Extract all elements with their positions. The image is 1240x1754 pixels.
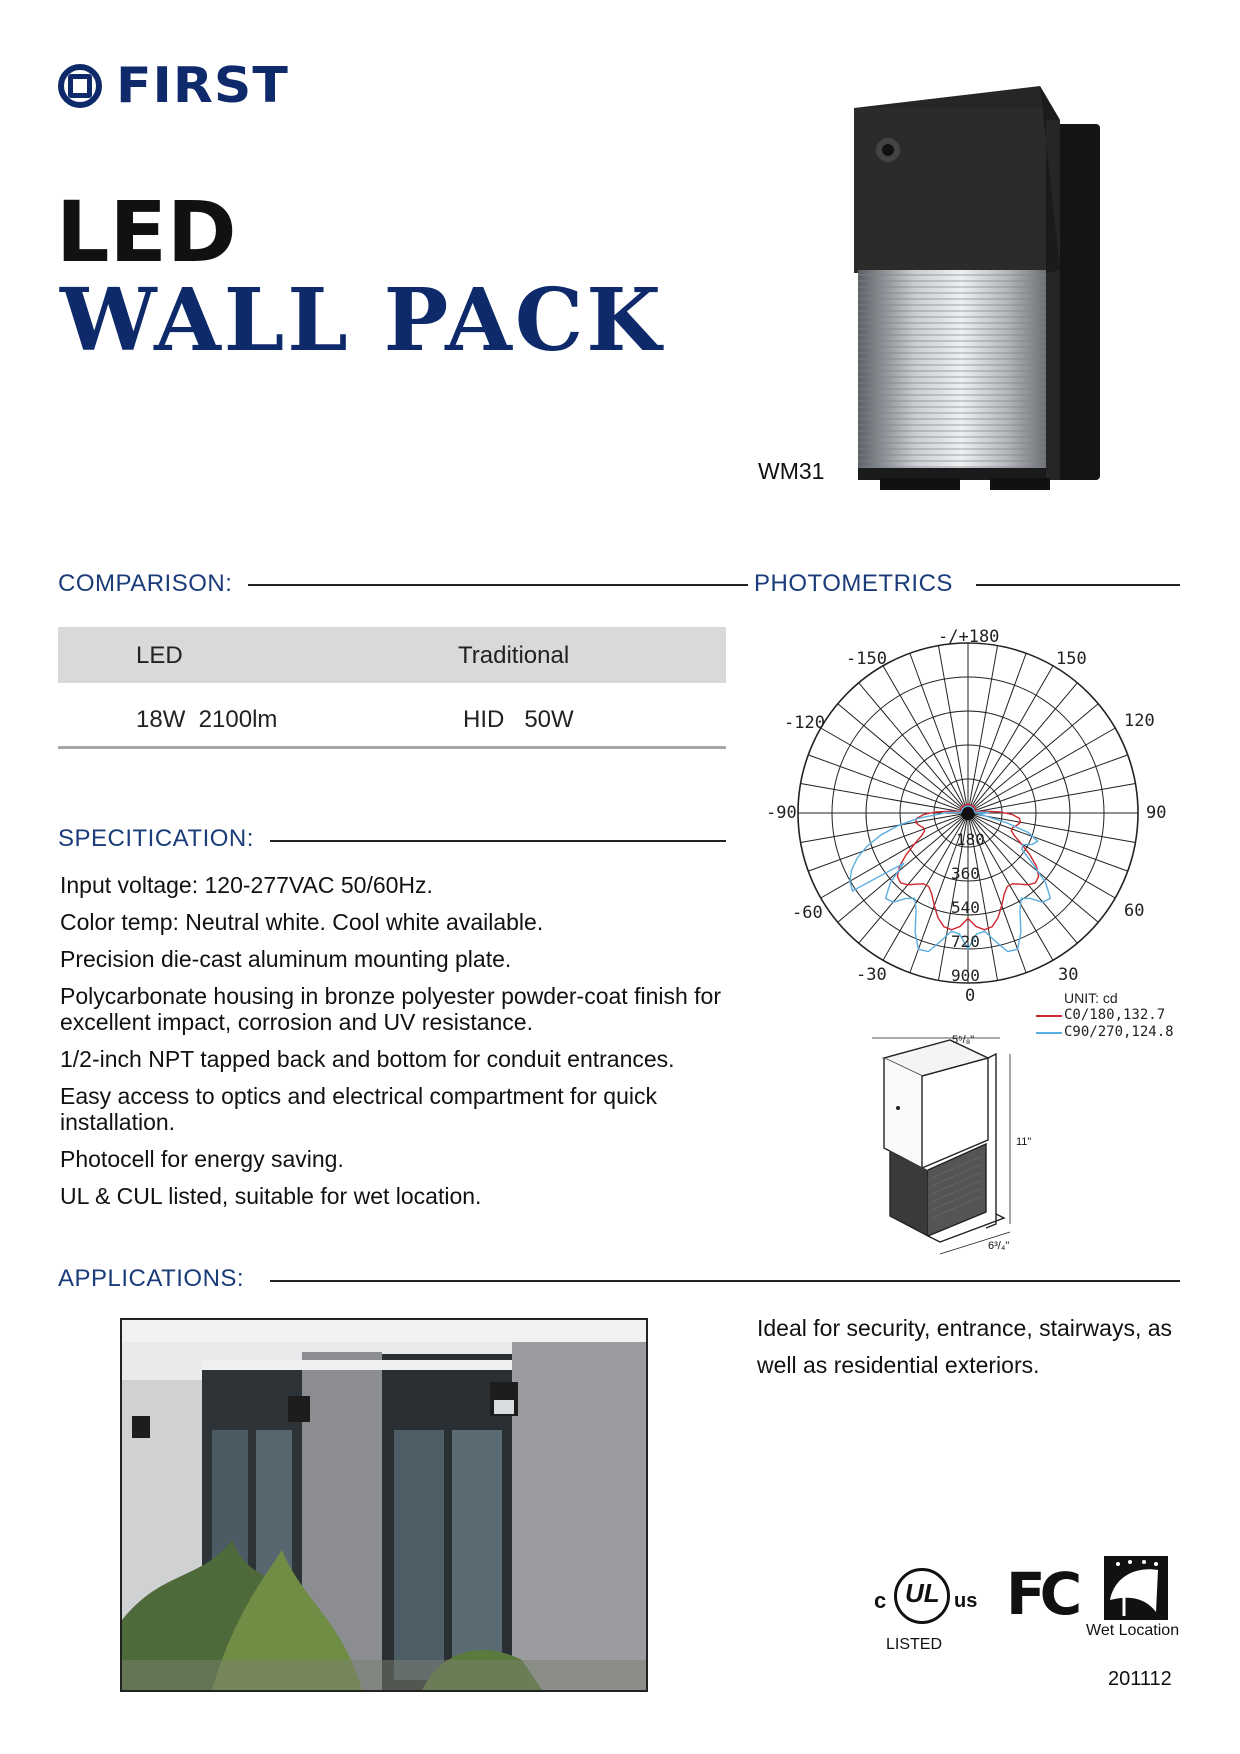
comparison-rule <box>248 584 736 586</box>
angle-label-m30: -30 <box>856 965 887 985</box>
application-photo <box>120 1318 648 1692</box>
spec-item: Input voltage: 120-277VAC 50/60Hz. <box>60 872 433 898</box>
angle-label-m60: -60 <box>792 903 823 923</box>
angle-label-90: 90 <box>1146 803 1167 823</box>
cert-wet-location-label: Wet Location <box>1086 1622 1180 1639</box>
legend-c0-label: C0/180,132.7 <box>1064 1007 1166 1023</box>
dimension-height: 11" <box>1016 1136 1032 1148</box>
dimension-drawing <box>860 1028 1060 1268</box>
applications-rule <box>270 1280 1180 1282</box>
date-code: 201112 <box>1108 1668 1172 1690</box>
legend-unit: UNIT: cd <box>1064 990 1118 1006</box>
spec-item: Polycarbonate housing in bronze polyester powder-coat finish for excellent impact, corrosion and UV resistance. <box>60 983 721 1035</box>
ring-label-180: 180 <box>956 830 985 849</box>
dimension-depth: 6³/₄" <box>988 1240 1010 1252</box>
comparison-value-led: 18W 2100lm <box>136 706 278 733</box>
product-model: WM31 <box>758 458 825 484</box>
cert-listed-label: LISTED <box>886 1636 943 1653</box>
specification-heading: SPECITICATION: <box>58 825 254 852</box>
angle-label-30: 30 <box>1058 965 1079 985</box>
brand-name: FIRST <box>116 57 289 115</box>
dimension-width: 5⁵/₈" <box>952 1034 975 1046</box>
applications-heading: APPLICATIONS: <box>58 1265 245 1292</box>
brand-logo-icon <box>58 64 102 108</box>
brand-logo <box>58 58 289 114</box>
angle-label-60: 60 <box>1124 901 1145 921</box>
photometrics-rule-left <box>736 584 748 586</box>
product-image <box>840 80 1130 500</box>
comparison-bottom-rule <box>58 746 726 749</box>
angle-label-120: 120 <box>1124 711 1155 731</box>
title-line2: WALL PACK <box>60 270 665 371</box>
specification-list <box>60 872 740 1220</box>
fcc-logo: FC <box>1006 1560 1077 1628</box>
spec-item: 1/2-inch NPT tapped back and bottom for conduit entrances. <box>60 1046 675 1072</box>
ring-label-360: 360 <box>951 864 980 883</box>
cert-c-label: c <box>874 1588 887 1613</box>
specification-rule <box>270 840 726 842</box>
angle-label-0: 0 <box>965 986 976 1006</box>
comparison-heading: COMPARISON: <box>58 570 233 597</box>
spec-item: Easy access to optics and electrical compartment for quick installation. <box>60 1083 657 1135</box>
applications-text: Ideal for security, entrance, stairways, as well as residential exteriors. <box>757 1315 1173 1378</box>
angle-label-180: -/+180 <box>938 627 1000 647</box>
spec-item: Color temp: Neutral white. Cool white available. <box>60 909 544 935</box>
spec-item: UL & CUL listed, suitable for wet location. <box>60 1183 482 1209</box>
comparison-header-led: LED <box>136 642 183 669</box>
angle-label-m120: -120 <box>784 713 825 733</box>
spec-item: Precision die-cast aluminum mounting plate. <box>60 946 512 972</box>
photometrics-heading: PHOTOMETRICS <box>754 570 953 597</box>
ring-label-720: 720 <box>951 932 980 951</box>
spec-item: Photocell for energy saving. <box>60 1146 344 1172</box>
photometrics-rule-right <box>976 584 1180 586</box>
angle-label-m90: -90 <box>766 803 797 823</box>
cul-us-listed-mark <box>874 1568 990 1630</box>
wet-location-icon <box>1104 1556 1168 1620</box>
cert-us-label: us <box>954 1590 978 1612</box>
ring-label-900: 900 <box>951 966 980 985</box>
angle-label-m150: -150 <box>846 649 887 669</box>
title-line1: LED <box>56 183 237 281</box>
legend-c90-label: C90/270,124.8 <box>1064 1024 1174 1040</box>
comparison-value-traditional: HID 50W <box>463 706 574 733</box>
comparison-header-traditional: Traditional <box>458 642 570 669</box>
angle-label-150: 150 <box>1056 649 1087 669</box>
legend-c0-swatch <box>1036 1015 1062 1017</box>
cert-ul-label: UL <box>905 1578 940 1608</box>
chart-legend <box>1064 990 1174 1041</box>
ring-label-540: 540 <box>951 898 980 917</box>
